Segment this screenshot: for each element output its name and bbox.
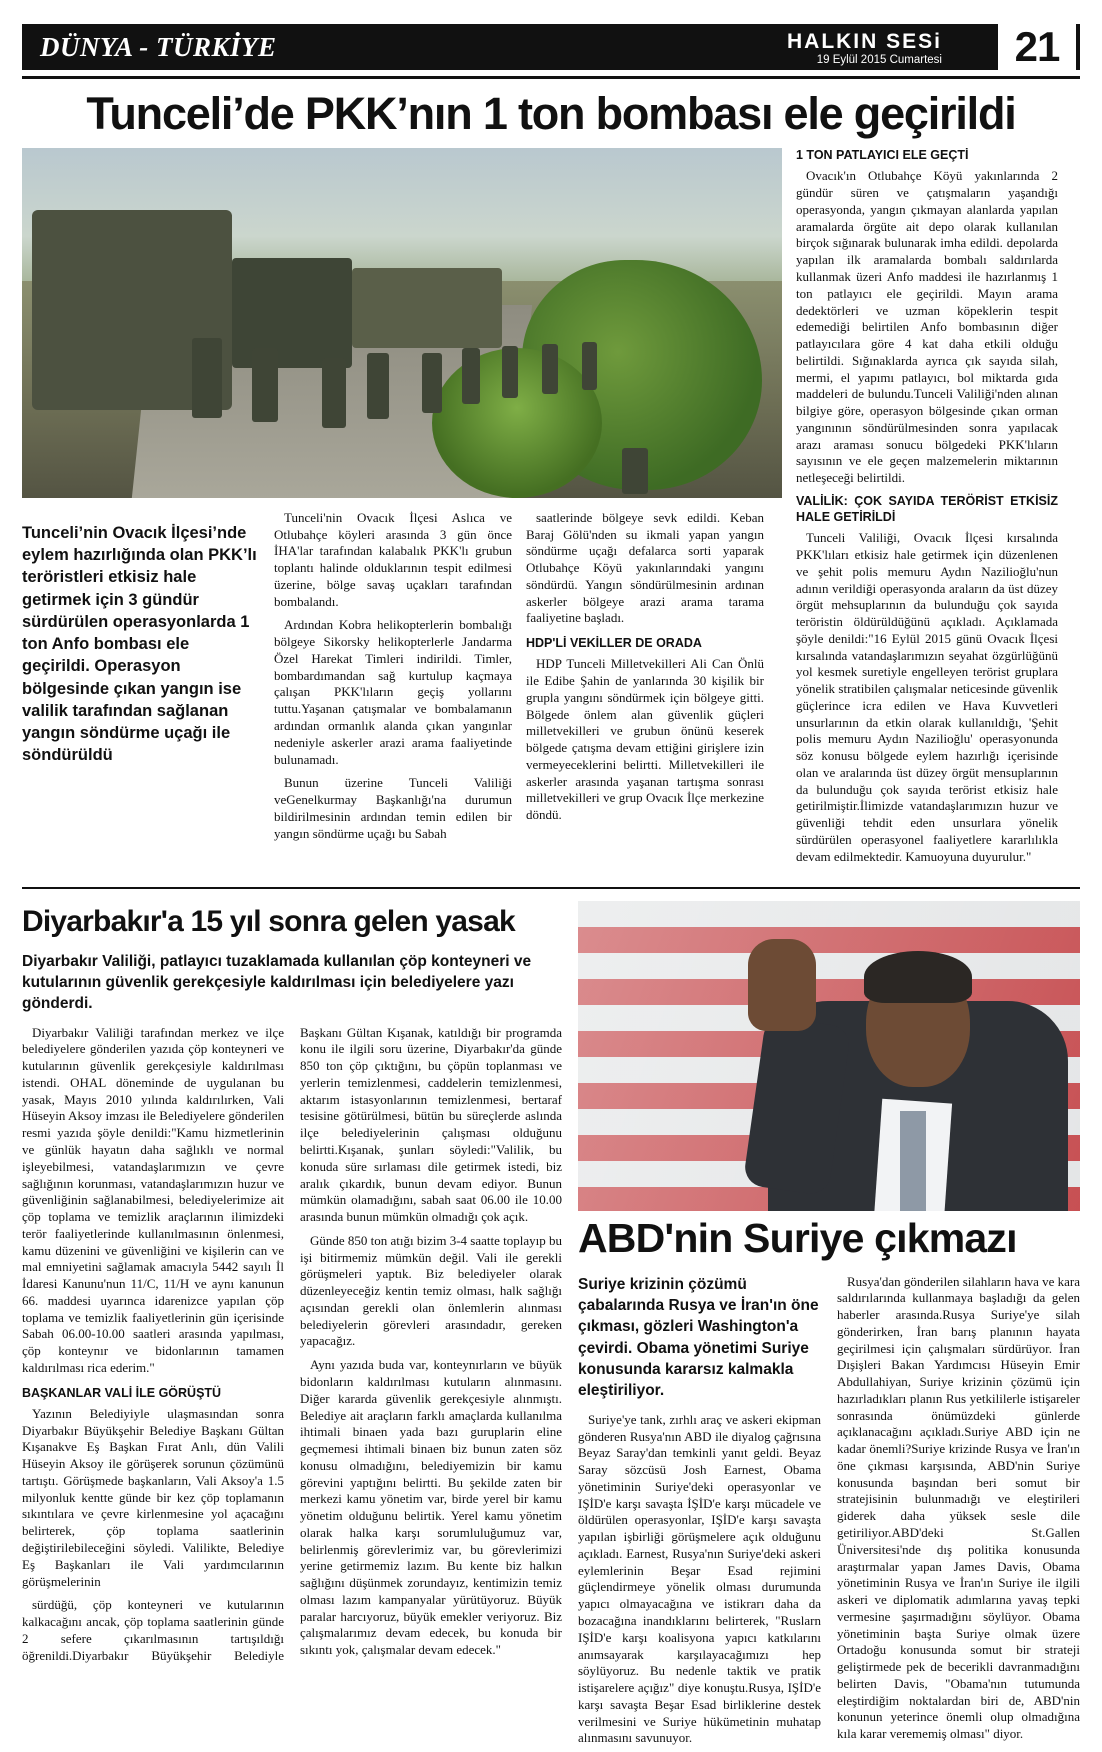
section-divider [22, 887, 1080, 889]
story-paragraph: Rusya'dan gönderilen silahların hava ve kara saldırılarında kullanmaya başladığı da gelen haberler arasında.Rusya Suriye'ye silah gönderirken, İran barış planının hayata geçirilmesi için çalışmaları sürdürüyor. İran Dışişleri Bakan Yardımcısı Hüseyin Emir Abdullahiyan, Suriye krizinin çözümü için hazırladıkları planın Rus yetkililerle istişareler sonrasında önümüzdeki günlerde açıklanacağını açıkladı.Suriye ABD için ne kadar önemli?Suriye krizinde Rusya ve İran'ın öne çıkması karşısında, ABD'nin Suriye konusunda başından beri somut bir stratejisinin bulunmadığı ve eleştirileri giderek daha yüksek sesle dile getiriliyor.ABD'deki St.Gallen Üniversitesi'nde dış politika konusunda araştırmalar yapan James Davis, Obama yönetiminin Rusya ve İran'ın Suriye ile ilgili askeri ve diplomatik adımlarına yavaş tepki vermesine şaşırmadığını söylüyor. Obama yönetiminin başta Suriye olmak üzere Ortadoğu konusunda somut bir strateji geliştirmede pek de becerikli davranmadığını belirten Davis, "Obama'nın tutumunda eleştirdiğim noktalardan biri de, ABD'nin konunun yeterince önemli olup olmadığına kıla karar verememiş olması" diyor. [837, 1273, 1081, 1742]
photo-soldier [367, 353, 389, 419]
story-lead-syria: Suriye krizinin çözümü çabalarında Rusya ve İran'ın öne çıkması, gözleri Washington'a çevirdi. Obama yönetimi Suriye konusunda kararsız kalmakla eleştiriliyor. [578, 1275, 819, 1400]
lead-column-2 [526, 510, 764, 850]
story-body-diyarbakir [22, 1025, 562, 1666]
photo-soldier [502, 346, 518, 398]
story-paragraph: Aynı yazıda buda var, konteynırların ve büyük bidonların kaldırılması kutuların alınmasını. Diğer kararda güvenlik gerekçesiyle alınmıştı. Belediye ait araçların farklı amaçlarda kullanılma ihtimali binaen yada bazı guruplarin eline geçmemesi ihtimali binaen biz bunun zaten söz konusu olmadığını, belediyemizin bir kamu görevini yaptığını belirtti. Bu şekilde zaten bir merkezi kamu yönetim var, birde yerel bir kamu yönetim olduğunu belirtik. Yerel kamu yönetim olarak halka karşı sorumluluğumuz var, belirlenmiş görevlerimiz var, bu görevlerimizi yerine getirmemiz lazım. Bu kente biz halkın sağlığını düşünmek zorundayız, kentimizin temiz olması lazım kampanyalar yürütüyoruz. Büyük paralar harcıyoruz, büyük emekler veriyoruz. Biz çalışmalarımız devam edecek, bu konuda bir sıkıntı yok, çalışmalar devam edecek." [300, 1357, 562, 1658]
sidebar-paragraph: Tunceli Valiliği, Ovacık İlçesi kırsalında PKK'lıları etkisiz hale getirmek için düzenlenen ve şehit polis memuru Aydın Nazilioğlu'nun adının verildiği operasyonda araların da üst düzey örgüt mehsuplarının da bulunduğu çok sayıda teröristin öldürüldüğünü açıkladı. Açıklamada şöyle denildi:"16 Eylül 2015 günü Ovacık İlçesi kırsalında vatandaşlarımızın seyahat özgürlüğünü yol kesmek suretiyle engelleyen terörist gruplara yönelik stratibilen çalışmalar neticesinde güvenlik güçlerince icra edilen ve Hava Kuvvetleri unsurlarının da etkin olarak kullanıldığı, 'Şehit polis memuru Aydın Nazilioğlu' operasyonunda söz konusu bölgede eylem hazırlığı içerisinde olan ve aralarında üst düzey örgüt mensuplarının da bulunduğu çok sayıda terörist etkisiz hale getirilmiştir.İlimizde vatandaşlarımızın huzur ve güvenliği tehdit eden unsurlara yönelik sürdürülen operasyonel faaliyetlere kararlılıkla devam edilmektedir. Kamuoyuna duyurulur." [796, 530, 1058, 864]
lead-paragraph: saatlerinde bölgeye sevk edildi. Keban Baraj Gölü'nden su ikmali yapan yangın söndürme uçağı defalarca sorti yaparak Otlubahçe Köyü yakınlarındaki yangını söndürdü. Yangın söndürülmesinin ardınan askerler bölgeye arazi arama tarama faaliyetine başladı. [526, 509, 764, 626]
lead-story [22, 148, 1080, 873]
header-divider [22, 76, 1080, 79]
lead-headline: Tunceli’de PKK’nın 1 ton bombası ele geçirildi [86, 88, 1016, 139]
photo-soldier [322, 358, 346, 428]
photo-obama-hair [864, 951, 972, 1003]
sidebar-kicker-explosives: 1 TON PATLAYICI ELE GEÇTİ [796, 147, 969, 162]
lead-sidebar [796, 148, 1058, 873]
lead-paragraph: HDP Tunceli Milletvekilleri Ali Can Önlü ile Edibe Şahin de yanlarında 30 kişilik bir grupla yangını söndürmek için bölgeye gitti. Bölgede önlem alan güvenlik güçleri milletvekilleri ve grubun önünü keserek bölgede çatışma devam ettiğini girişlere izin vermeyeceklerini belirtti. Milletvekilleri ile askerler arasında yaşanan tartışma sonrası milletvekilleri ve grup Ovacık İlçe merkezine döndü. [526, 656, 764, 823]
story-paragraph: Suriye'ye tank, zırhlı araç ve askeri ekipman gönderen Rusya'nın ABD ile diyalog çağrısına Beyaz Saray'dan temkinli yanıt geldi. Beyaz Saray sözcüsü Josh Earnest, Obama yönetiminin Suriye'deki operasyonlar ve IŞİD'e karşı savaşta İŞİD'e karşı mücadele ve öldürülen operasyonlar, IŞİD'e karşı savaşta yapılan işbirliği görüşmelere açık olduğunu açıkladı. Earnest, Rusya'nın Suriye'deki askeri eylemlerinin Beşar Esad rejimini güçlendirmeye yönelik olması durumunda yapıcı olmayacağına ve istikrarı daha da bozacağına inandıklarını belirterek, "Ruslarn IŞİD'e karşı koalisyona yapıcı katkılarını anımsayarak karşılayacağımızı hep söylüyoruz. Bu nedenle taktik ve pratik istişarelere açığız" diye konuştu.Rusya, IŞİD'e karşı savaşta Beşar Esad birliklerine destek verilmesini ve Suriye hükümetinin muhatap alınmasını savunuyor. [578, 1411, 821, 1746]
newspaper-page [0, 10, 1102, 1746]
photo-soldier [622, 448, 648, 494]
story-paragraph: Yazının Belediyiyle ulaşmasından sonra Diyarbakır Büyükşehir Belediye Başkanı Gültan Kışanakve Eş Başkan Fırat Anlı, dün Valili Hüseyin Aksoy ile görüşerek sorunun çözümünü tartıştı. Görüşmede başkanların, Vali Aksoy'a 1.5 milyonluk kentte günde bir kez çöp toplamanın sıkıntılara ve çevre kirlenmesine yol açacağını belirterek, çöp toplama saatlerinin değiştirilebileceğini söyledi. Valilikte, Belediye Eş Başkanları ile Vali yardımcılarının görüşmelerinin [22, 1405, 284, 1589]
story-paragraph: Diyarbakır Valiliği tarafından merkez ve ilçe belediyelere gönderilen yazıda çöp konteyneri ve kutularının güvenlik gerekçesiyle kaldırılması istendi. OHAL döneminde de uygulanan bu yasak, Mayıs 2010 yılında kaldırılırken, Vali Hüseyin Aksoy imzası ile Belediyelere gönderilen resmi yazıda şöyle denildi:"Kamu hizmetlerinin ve günlük hayatın daha sağlıklı ve normal işleyebilmesi, vatandaşlarımızın ve çevre sağlığının korunması, vatandaşlarımızın huzur ve güvenliğinin sağlanabilmesi, belediyelerimize ait çöp toplama ve temizlik araçlarının ilimizdeki terör faaliyetlerinde kullanılmasının önlenmesi, kamu düzenini ve güvenliğini ve kişilerin can ve mal emniyetini sağlamak amacıyla 5442 sayılı İl İdaresi Kanunu'nun 11/C, 11/H ve aynı kanunun 66. maddesi uyarınca idarenizce yapılan çöp toplama ve temizlik faaliyetlerinin gün içerisinde Sabah 06.00-10.00 saatleri arasında yapılması, çöp konteynır ve bidonlarının tamamen kaldırılması rica ederim." [22, 1024, 284, 1375]
story-headline-syria: ABD'nin Suriye çıkmazı [578, 1214, 1017, 1261]
lead-summary-column [22, 510, 260, 850]
photo-soldier [192, 338, 222, 418]
lead-paragraph: Ardından Kobra helikopterlerin bombalığı bölgeye Sikorsky helikopterlerle Jandarma Özel Harekat Timleri indirildi. Timler, bombardımandan sağ kurtulup kaçmaya çalışan PKK'lıların geçiş yollarını tuttu.Yaşanan çatışmalar ve bombalamanın ardından ormanlık alanda çıkan yangınlar nedeniyle askerler arazi arama faaliyetinde bulunamadı. [274, 617, 512, 767]
lead-summary: Tunceli’nin Ovacık İlçesi’nde eylem hazırlığında olan PKK’lı teröristleri etkisiz hale getirmek için 3 gündür sürdürülen operasyonlarda 1 ton Anfo bombası ele geçirildi. Operasyon bölgesinde çıkan yangın ise valilik tarafından sağlanan yangın söndürme uçağı ile söndürüldü [22, 523, 257, 765]
photo-soldier [422, 353, 442, 413]
publication-date: 19 Eylül 2015 Cumartesi [816, 54, 942, 66]
story-body-syria [578, 1274, 1080, 1752]
bottom-section [22, 901, 1080, 1752]
story-diyarbakir [22, 901, 562, 1752]
lead-column-1 [274, 510, 512, 850]
photo-obama [578, 901, 1080, 1211]
photo-obama-tie [900, 1111, 926, 1211]
story-paragraph: sürdüğü, çöp konteyneri ve kutularının kalkacağını ancak, çöp toplama saatlerinin günde 2 sefere çıkarılmasının tartışıldığı öğrenildi.Diyarbakır Büyükşehir Belediyle Başkanı Gültan Kışanak, katıldığı bir programda konu ile ilgili soru üzerine, Diyarbakır'da günde 850 ton çöp çıktığını, bu çöpün toplanması ve yerlerin temizlenmesi, caddelerin temizlenmesi, aktarım istasyonlarının temizlenmesi, bertaraf tesisine götürülmesi, bütün bu süreçlerde aslında ilçe belediyelerinin çalışması olduğunu belirtti.Kışanak, şunları söyledi:"Valilik, bu konuda süre sırlaması dile getirmek istedi, biz aralık çıkardık, bunun devam ediyor. Bunun mümkün olamadığını, sabah saat 06.00 ile 10.00 arasında bunun mümkün olmadığı çok açık. [22, 1024, 562, 1663]
photo-military-vehicle-3 [352, 268, 502, 348]
lead-paragraph: Tunceli'nin Ovacık İlçesi Aslıca ve Otlubahçe köyleri arasında 3 gün önce İHA'lar tarafından kalabalık PKK'lı grubun toplantı halinde olduklarının tespit edilmesi üzerine, bölge savaş uçakları tarafından bombalandı. [274, 509, 512, 609]
page-number: 21 [998, 20, 1076, 74]
sidebar-kicker-governorate: VALİLİK: ÇOK SAYIDA TERÖRİST ETKİSİZ HALE GETİRİLDİ [796, 493, 1058, 524]
masthead [22, 10, 1080, 72]
photo-soldier [582, 342, 597, 390]
photo-obama-waving-hand [748, 939, 816, 1031]
lead-paragraph: Bunun üzerine Tunceli Valiliği veGenelkurmay Başkanlığı'na durumun bildirilmesinin ardından temin edilen bir yangın söndürme uçağı bu Sabah [274, 775, 512, 841]
lead-text-columns [22, 510, 782, 850]
photo-soldier [252, 348, 278, 422]
story-syria [578, 901, 1080, 1752]
story-subhead-mayors: BAŞKANLAR VALİ İLE GÖRÜŞTÜ [22, 1385, 222, 1400]
photo-soldier [542, 344, 558, 394]
paper-name: HALKIN SESi [786, 30, 942, 53]
lead-subhead-hdp: HDP'Lİ VEKİLLER DE ORADA [526, 636, 702, 651]
story-headline-diyarbakir: Diyarbakır'a 15 yıl sonra gelen yasak [22, 904, 515, 938]
sidebar-paragraph: Ovacık'ın Otlubahçe Köyü yakınlarında 2 gündür süren ve çatışmaların yaşandığı operasyonda, yangın çıkmayan alanlarda yapılan aramalarda örgüte ait depo olarak kullanılan birçok sığınarak bulunarak imha edildi. depolarda yapılan ilk aramalarda bombalı saldırılarda kullanmak üzeri Anfo maddesi ile hazırlanmış 1 ton patlayıcı ele geçirildi. Mayın arama dedektörleri ve uzman köpeklerin tespit edemediği belirtilen Anfo bombasının diğer patlayıcılara göre 4 kat daha etkili olduğu belirtildi. Sığınaklarda ayrıca çık sayıda silah, mermi, el yapımı patlayıcı, bol miktarda gıda maddeleri de bulundu.Tunceli Valiliği'nden alınan bilgiye göre, operasyon bölgesinde çıkan orman yangınının söndürülmesinden sonra yapılacak arazı araması sonucu bölgedeki PKK'lıların sayısının ve ele geçen malzemelerin miktarının netleşeceği belirtildi. [796, 168, 1058, 486]
lead-photo-column [22, 148, 782, 873]
story-paragraph: Günde 850 ton atığı bizim 3-4 saatte toplayıp bu işi bitirmemiz mümkün değil. Vali ile gerekli görüşmeleri yaptık. Biz belediyeler olarak düzenleyeceğiz kentin temiz olması, halk sağlığı açısından gerekli olan önlemlerin alınması belediyelerin görevleri arasındadır, gereken yapacağız. [300, 1232, 563, 1349]
lead-photo-soldiers [22, 148, 782, 498]
story-lead-diyarbakir: Diyarbakır Valiliği, patlayıcı tuzaklamada kullanılan çöp konteyneri ve kutularının güvenlik gerekçesiyle kaldırılması için belediyelere yazı gönderdi. [22, 952, 532, 1013]
section-title: DÜNYA - TÜRKİYE [40, 32, 277, 62]
photo-soldier [462, 348, 480, 404]
photo-military-vehicle-2 [232, 258, 352, 368]
